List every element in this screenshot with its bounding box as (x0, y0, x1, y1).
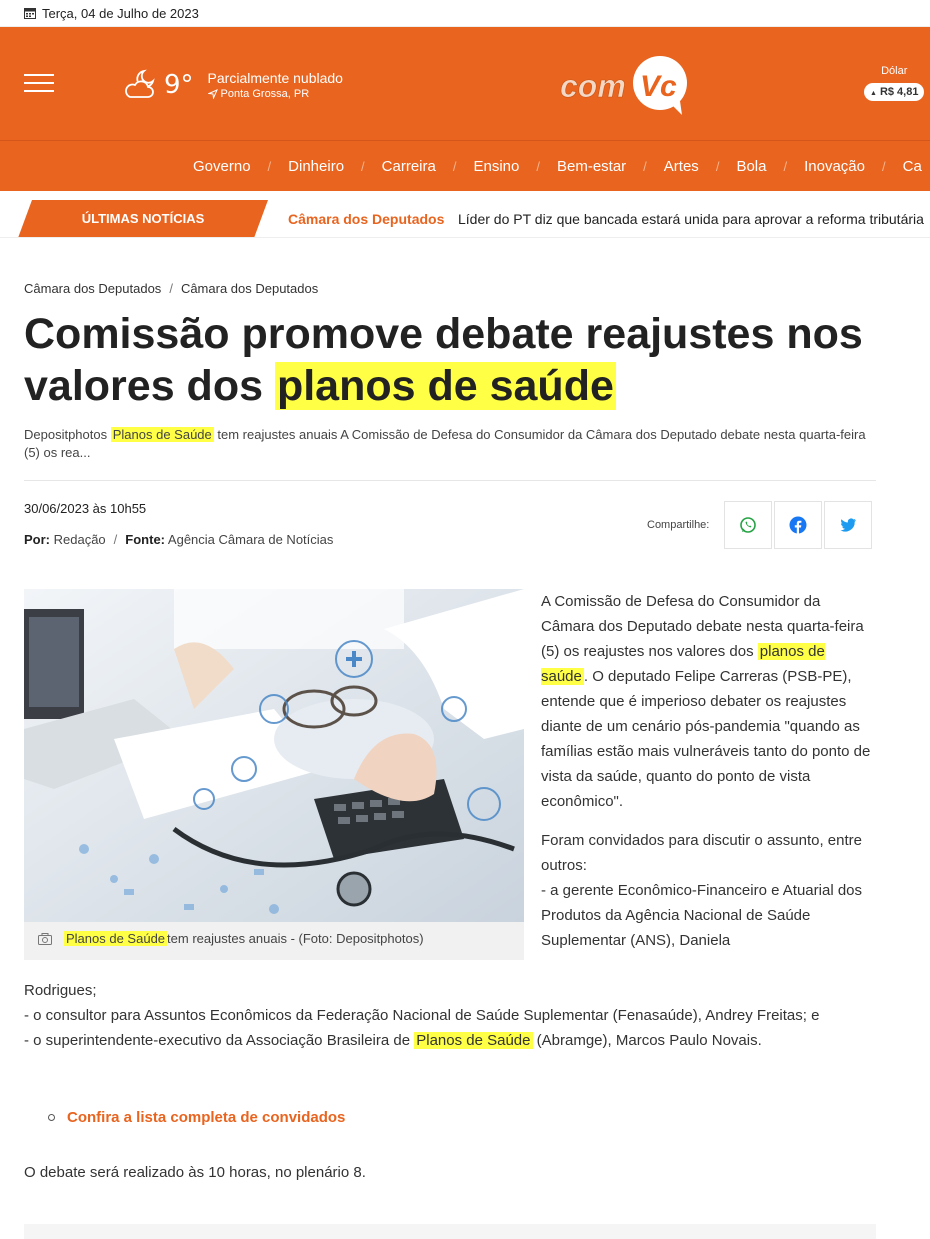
share-label: Compartilhe: (647, 519, 710, 531)
dollar-label: Dólar (881, 65, 908, 77)
weather-condition: Parcialmente nublado (207, 70, 343, 86)
ticker-source[interactable]: Câmara dos Deputados (288, 211, 445, 227)
facebook-icon (789, 516, 807, 534)
hamburger-icon[interactable] (24, 74, 54, 92)
article-figure (24, 589, 524, 960)
current-date: Terça, 04 de Julho de 2023 (42, 5, 199, 21)
guest-list-label[interactable]: Confira a lista completa de convidados (67, 1109, 346, 1126)
article-lead: Depositphotos Planos de Saúde tem reajustes anuais A Comissão de Defesa do Consumidor da Câmara dos Deputado debate nesta quarta-feira (5) os rea... (24, 427, 866, 460)
nav-item-inovacao[interactable]: Inovação (804, 158, 865, 175)
title-highlight: planos de saúde (276, 362, 614, 410)
article-source: Agência Câmara de Notícias (167, 532, 334, 547)
nav-item-carreira[interactable]: Carreira (381, 158, 436, 175)
photo-caption: Planos de Saúde tem reajustes anuais - (Foto: Depositphotos) (38, 931, 424, 946)
nav-item-dinheiro[interactable]: Dinheiro (288, 158, 345, 175)
site-header (0, 27, 930, 140)
author: Redação (53, 532, 106, 547)
nav-item-bem-estar[interactable]: Bem-estar (556, 158, 627, 175)
ticker-badge (18, 200, 268, 238)
guest-list-link[interactable] (48, 1109, 345, 1126)
ticker-headline[interactable]: Líder do PT diz que bancada estará unida para aprovar a reforma tributária (458, 211, 924, 227)
nav-item-ensino[interactable]: Ensino (473, 158, 520, 175)
breadcrumb: Câmara dos Deputados / Câmara dos Deputados (24, 281, 319, 296)
site-logo[interactable] (560, 49, 690, 115)
divider (24, 480, 876, 481)
location-arrow-icon (208, 89, 218, 99)
twitter-icon (839, 516, 857, 534)
nav-item-governo[interactable]: Governo (193, 158, 251, 175)
date-bar (0, 0, 930, 27)
breadcrumb-item[interactable]: Câmara dos Deputados (24, 281, 162, 296)
ticker-label: ÚLTIMAS NOTÍCIAS (81, 211, 205, 226)
weather-widget (122, 67, 343, 103)
whatsapp-icon (739, 516, 757, 534)
camera-icon (38, 933, 52, 945)
breadcrumb-item[interactable]: Câmara dos Deputados (180, 281, 319, 296)
weather-city: Ponta Grossa, PR (220, 88, 310, 100)
dollar-value-badge (864, 83, 924, 101)
article-photo[interactable] (24, 589, 524, 922)
article-paragraph: A Comissão de Defesa do Consumidor da Câmara dos Deputado debate nesta quarta-feira (5) os reajustes nos valores dos planos de saúde . O deputado Felipe Carreras (PSB-PE), entende que é imperioso debater os reajustes diante de um cenário pós-pandemia "quando as famílias estão mais vulneráveis tanto do ponto de vista da saúde, quanto do ponto de vista econômico". (541, 593, 871, 810)
body-highlight: planos de saúde (541, 643, 825, 685)
article-body-column (541, 589, 876, 967)
bullet-icon (48, 1114, 55, 1121)
news-ticker (0, 200, 930, 238)
page-title: Comissão promove debate reajustes nos valores dos planos de saúde (24, 310, 863, 410)
weather-location (208, 88, 343, 100)
temperature: 9° (164, 70, 194, 100)
nav-item-artes[interactable]: Artes (663, 158, 699, 175)
arrow-up-icon: ▲ (870, 90, 877, 97)
article-paragraph: Foram convidados para discutir o assunto, entre outros: - a gerente Econômico-Financeiro e Atuarial dos Produtos da Agência Nacional de Saúde Suplementar (ANS), Daniela (541, 832, 863, 949)
main-nav: Governo / Dinheiro / Carreira / Ensino / Bem-estar / Artes / Bola / Inovação / Ca (0, 140, 930, 191)
share-facebook-button[interactable] (774, 501, 822, 549)
article-body-full: Rodrigues; - o consultor para Assuntos Econômicos da Federação Nacional de Saúde Suplementar (Fenasaúde), Andrey Freitas; e - o superintendente-executivo da Associação Brasileira de Planos de Saúde (Abramge), Marcos Paulo Novais. (24, 982, 820, 1049)
lead-highlight: Planos de Saúde (112, 427, 212, 442)
calendar-icon (24, 7, 36, 19)
dollar-value: R$ 4,81 (879, 86, 919, 98)
dollar-widget (864, 65, 924, 101)
svg-text:Vc: Vc (640, 70, 677, 103)
share-whatsapp-button[interactable] (724, 501, 772, 549)
article-byline: Por: Redação / Fonte: Agência Câmara de Notícias (24, 532, 334, 547)
nav-item-more[interactable]: Ca (902, 158, 922, 175)
share-twitter-button[interactable] (824, 501, 872, 549)
closing-paragraph: O debate será realizado às 10 horas, no plenário 8. (24, 1164, 366, 1181)
body-highlight: Planos de Saúde (416, 1032, 531, 1049)
svg-text:com: com (560, 68, 626, 104)
article-date: 30/06/2023 às 10h55 (24, 501, 147, 516)
moon-cloud-icon (122, 67, 158, 103)
footer-box (24, 1224, 876, 1239)
nav-item-bola[interactable]: Bola (736, 158, 767, 175)
caption-highlight: Planos de Saúde (66, 931, 166, 946)
